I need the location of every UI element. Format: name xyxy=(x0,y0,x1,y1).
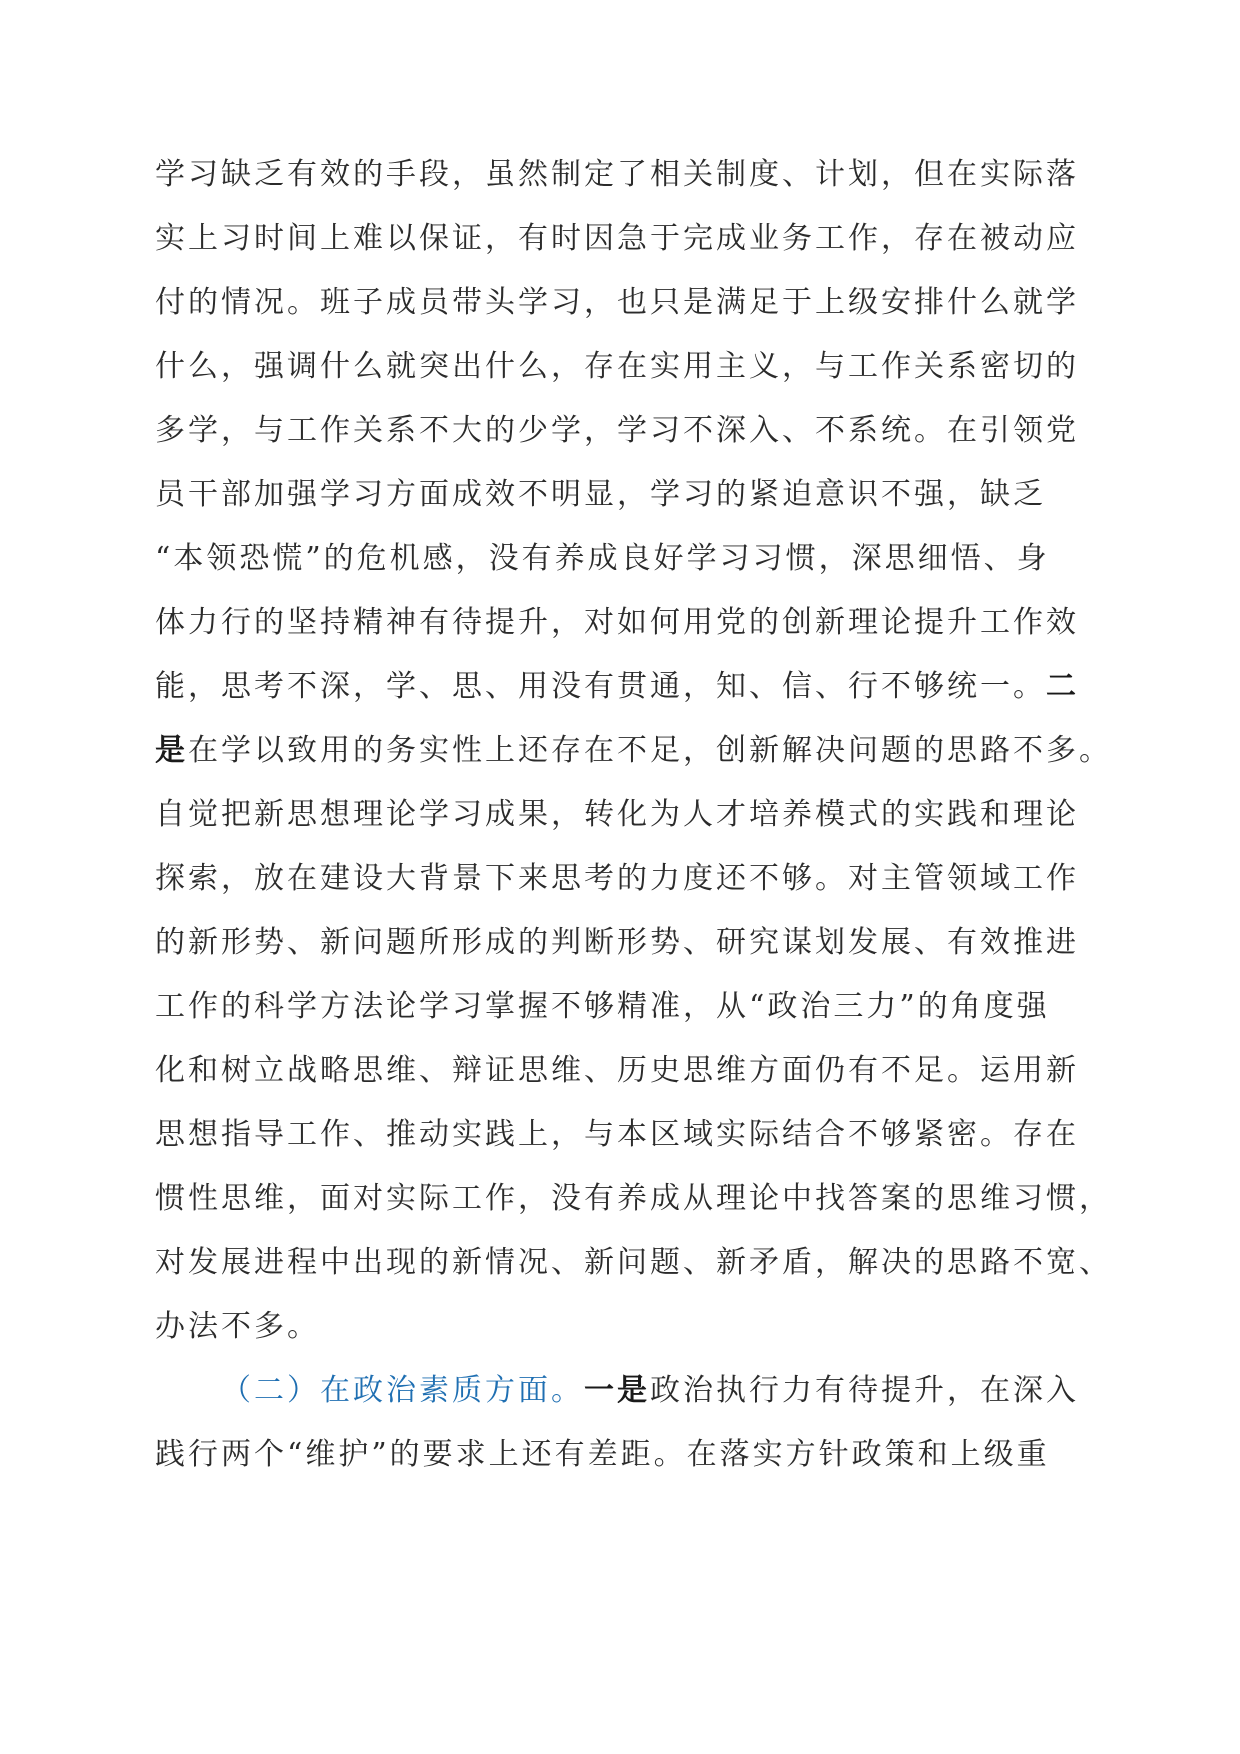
text-line: 探索，放在建设大背景下来思考的力度还不够。对主管领域工作 xyxy=(155,861,1079,896)
text-line: 工作的科学方法论学习掌握不够精准，从“政治三力”的角度强 xyxy=(155,989,1050,1024)
text-line: 办法不多。 xyxy=(155,1309,320,1344)
text-line: 惯性思维，面对实际工作，没有养成从理论中找答案的思维习惯， xyxy=(155,1181,1112,1216)
text-line: 的新形势、新问题所形成的判断形势、研究谋划发展、有效推进 xyxy=(155,925,1079,960)
text-line: 思想指导工作、推动实践上，与本区域实际结合不够紧密。存在 xyxy=(155,1117,1079,1152)
bold-marker: 一是 xyxy=(584,1373,650,1408)
text-line: 实上习时间上难以保证，有时因急于完成业务工作，存在被动应 xyxy=(155,221,1079,256)
line-text: 在学以致用的务实性上还存在不足，创新解决问题的思路不多。 xyxy=(188,733,1112,768)
text-line xyxy=(155,731,1112,771)
text-line: 践行两个“维护”的要求上还有差距。在落实方针政策和上级重 xyxy=(155,1437,1050,1472)
text-line: 员干部加强学习方面成效不明显，学习的紧迫意识不强，缺乏 xyxy=(155,477,1046,512)
text-line: 多学，与工作关系不大的少学，学习不深入、不系统。在引领党 xyxy=(155,413,1079,448)
bold-marker: 是 xyxy=(155,733,188,768)
text-line: 付的情况。班子成员带头学习，也只是满足于上级安排什么就学 xyxy=(155,285,1079,320)
text-line: 对发展进程中出现的新情况、新问题、新矛盾，解决的思路不宽、 xyxy=(155,1245,1112,1280)
text-line xyxy=(155,667,1079,707)
text-line: 自觉把新思想理论学习成果，转化为人才培养模式的实践和理论 xyxy=(155,797,1079,832)
text-line: 体力行的坚持精神有待提升，对如何用党的创新理论提升工作效 xyxy=(155,605,1079,640)
bold-marker: 二 xyxy=(1046,669,1079,704)
line-text: 政治执行力有待提升，在深入 xyxy=(650,1373,1079,1408)
text-line: 化和树立战略思维、辩证思维、历史思维方面仍有不足。运用新 xyxy=(155,1053,1079,1088)
line-text: 能，思考不深，学、思、用没有贯通，知、信、行不够统一。 xyxy=(155,669,1046,704)
section-heading: （二）在政治素质方面。 xyxy=(221,1373,584,1408)
text-line: “本领恐慌”的危机感，没有养成良好学习习惯，深思细悟、身 xyxy=(155,541,1050,576)
text-line: 学习缺乏有效的手段，虽然制定了相关制度、计划，但在实际落 xyxy=(155,157,1079,192)
text-line xyxy=(221,1371,1079,1411)
text-line: 什么，强调什么就突出什么，存在实用主义，与工作关系密切的 xyxy=(155,349,1079,384)
